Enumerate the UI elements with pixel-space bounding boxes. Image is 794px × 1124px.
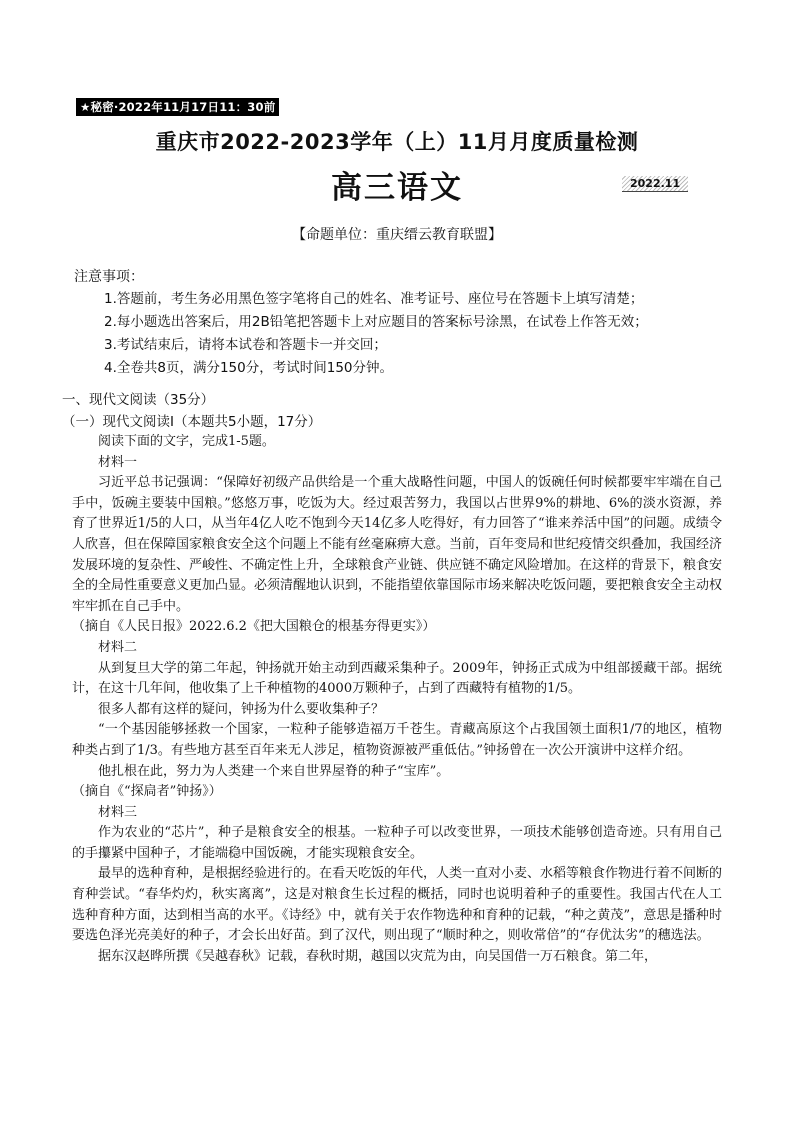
paragraph: 据东汉赵晔所撰《吴越春秋》记载，春秋时期，越国以灾荒为由，向吴国借一万石粮食。第二年， [98,948,658,964]
notice-item: 4.全卷共8页，满分150分，考试时间150分钟。 [104,360,394,376]
paragraph: 很多人都有这样的疑问，钟扬为什么要收集种子？ [98,701,385,717]
issuing-unit: 【命题单位：重庆缙云教育联盟】 [292,227,502,243]
paragraph: 习近平总书记强调：“保障好初级产品供给是一个重大战略性问题，中国人的饭碗任何时候都要牢牢端在自己手中，饭碗主要装中国粮。”悠悠万事，吃饭为大。经过艰苦努力，我国以占世界9%的耕地、6%的淡水资源，养育了世界近1/5的人口，从当年4亿人吃不饱到今天14亿多人吃得好，有力回答了“谁来养活中国”的问题。成绩令人欣喜，但在保障国家粮食安全这个问题上不能有丝毫麻痹大意。当前，百年变局和世纪疫情交织叠加，我国经济发展环境的复杂性、严峻性、不确定性上升，全球粮食产业链、供应链不确定风险增加。在这样的背景下，粮食安全的全局性重要意义更加凸显。必须清醒地认识到，不能指望依靠国际市场来解决吃饭问题，要把粮食安全主动权牢牢抓在自己手中。 [72,475,723,614]
notice-item: 3.考试结束后，请将本试卷和答题卡一并交回； [104,337,387,353]
paragraph: “一个基因能够拯救一个国家，一粒种子能够造福万千苍生。青藏高原这个占我国领土面积1/7的地区，植物种类占到了1/3。有些地方甚至百年来无人涉足，植物资源被严重低估。”钟扬曾在一次公开演讲中这样介绍。 [72,722,722,758]
subsection-title: （一）现代文阅读Ⅰ（本题共5小题，17分） [62,414,322,430]
notice-title: 注意事项： [74,269,144,285]
subject-title: 高三语文 [331,170,463,206]
instruction: 阅读下面的文字，完成1-5题。 [98,434,275,449]
paragraph: 作为农业的“芯片”，种子是粮食安全的根基。一粒种子可以改变世界，一项技术能够创造奇迹。只有用自己的手攥紧中国种子，才能端稳中国饭碗，才能实现粮食安全。 [72,825,722,861]
notice-list [104,288,648,380]
material-label: 材料三 [98,804,138,820]
paragraph: 从到复旦大学的第二年起，钟扬就开始主动到西藏采集种子。2009年，钟扬正式成为中组部援藏干部。据统计，在这十几年间，他收集了上千种植物的4000万颗种子，占到了西藏特有植物的1/5。 [72,660,722,697]
reading-passage [72,432,722,967]
material-label: 材料一 [98,454,138,470]
paragraph: 最早的选种育种，是根据经验进行的。在看天吃饭的年代，人类一直对小麦、水稻等粮食作物进行着不间断的育种尝试。“春华灼灼，秋实离离”，这是对粮食生长过程的概括，同时也说明着种子的重要性。我国古代在人工选种育种方面，达到相当高的水平。《诗经》中，就有关于农作物选种和育种的记载，“种之黄茂”，意思是播种时要选色泽光亮美好的种子，才会长出好苗。到了汉代，则出现了“顺时种之，则收常倍”的“存优汰劣”的穗选法。 [72,866,723,944]
exam-title: 重庆市2022-2023学年（上）11月月度质量检测 [155,130,639,154]
paragraph: 他扎根在此，努力为人类建一个来自世界屋脊的种子“宝库”。 [98,763,450,779]
notice-item: 2.每小题选出答案后，用2B铅笔把答题卡上对应题目的答案标号涂黑，在试卷上作答无效； [104,314,648,330]
source-citation: （摘自《“探扃者”钟扬》） [72,784,222,800]
date-stamp: 2022.11 [622,176,688,192]
source-citation: （摘自《人民日报》2022.6.2《把大国粮仓的根基夯得更实》） [72,619,436,635]
confidential-banner: ★秘密·2022年11月17日11：30前 [76,98,279,116]
section-title: 一、现代文阅读（35分） [62,392,215,408]
notice-item: 1.答题前，考生务必用黑色签字笔将自己的姓名、准考证号、座位号在答题卡上填写清楚； [104,291,644,307]
material-label: 材料二 [98,639,138,655]
